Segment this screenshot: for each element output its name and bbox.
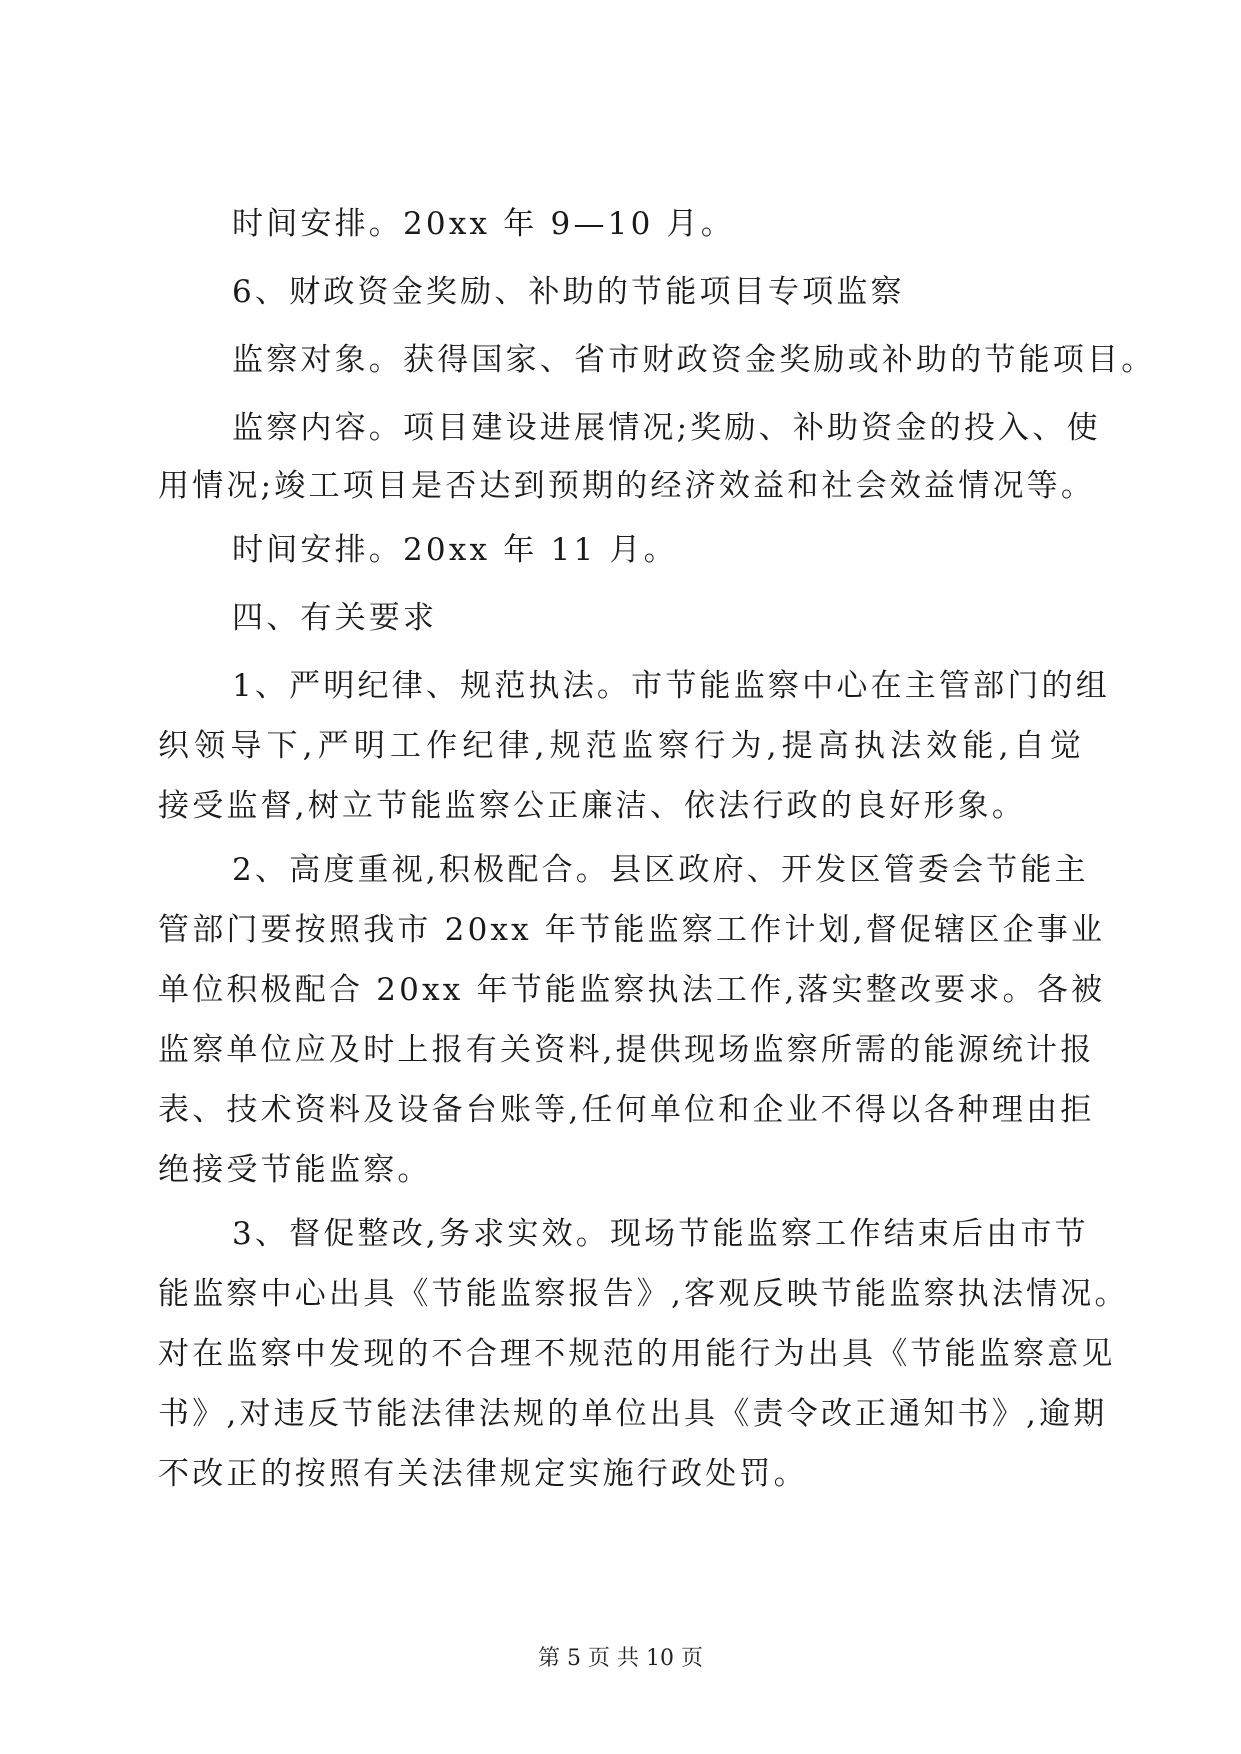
section-heading: 6、财政资金奖励、补助的节能项目专项监察 (232, 274, 905, 310)
text-line: 接受监督,树立节能监察公正廉洁、依法行政的良好形象。 (158, 788, 1027, 824)
text-line: 时间安排。20xx 年 9—10 月。 (232, 206, 735, 242)
text-line: 用情况;竣工项目是否达到预期的经济效益和社会效益情况等。 (158, 468, 1096, 504)
text-line: 表、技术资料及设备台账等,任何单位和企业不得以各种理由拒 (158, 1092, 1095, 1128)
text-line: 能监察中心出具《节能监察报告》,客观反映节能监察执法情况。 (158, 1276, 1129, 1312)
text-line: 不改正的按照有关法律规定实施行政处罚。 (158, 1456, 808, 1492)
text-line: 时间安排。20xx 年 11 月。 (232, 532, 678, 568)
section-heading: 四、有关要求 (232, 600, 438, 636)
text-line: 监察对象。获得国家、省市财政资金奖励或补助的节能项目。 (232, 342, 1156, 378)
text-line: 监察单位应及时上报有关资料,提供现场监察所需的能源统计报 (158, 1032, 1095, 1068)
text-line: 2、高度重视,积极配合。县区政府、开发区管委会节能主 (232, 852, 1089, 888)
text-line: 单位积极配合 20xx 年节能监察执法工作,落实整改要求。各被 (158, 972, 1106, 1008)
page-number-footer: 第 5 页 共 10 页 (538, 1646, 703, 1671)
text-line: 3、督促整改,务求实效。现场节能监察工作结束后由市节 (232, 1216, 1089, 1252)
text-line: 对在监察中发现的不合理不规范的用能行为出具《节能监察意见 (158, 1336, 1116, 1372)
text-line: 1、严明纪律、规范执法。市节能监察中心在主管部门的组 (232, 668, 1110, 704)
text-line: 绝接受节能监察。 (158, 1152, 432, 1188)
text-line: 管部门要按照我市 20xx 年节能监察工作计划,督促辖区企事业 (158, 912, 1106, 948)
text-line: 书》,对违反节能法律法规的单位出具《责令改正通知书》,逾期 (158, 1396, 1108, 1432)
text-line: 织领导下,严明工作纪律,规范监察行为,提高执法效能,自觉 (158, 728, 1084, 764)
text-line: 监察内容。项目建设进展情况;奖励、补助资金的投入、使 (232, 410, 1101, 446)
